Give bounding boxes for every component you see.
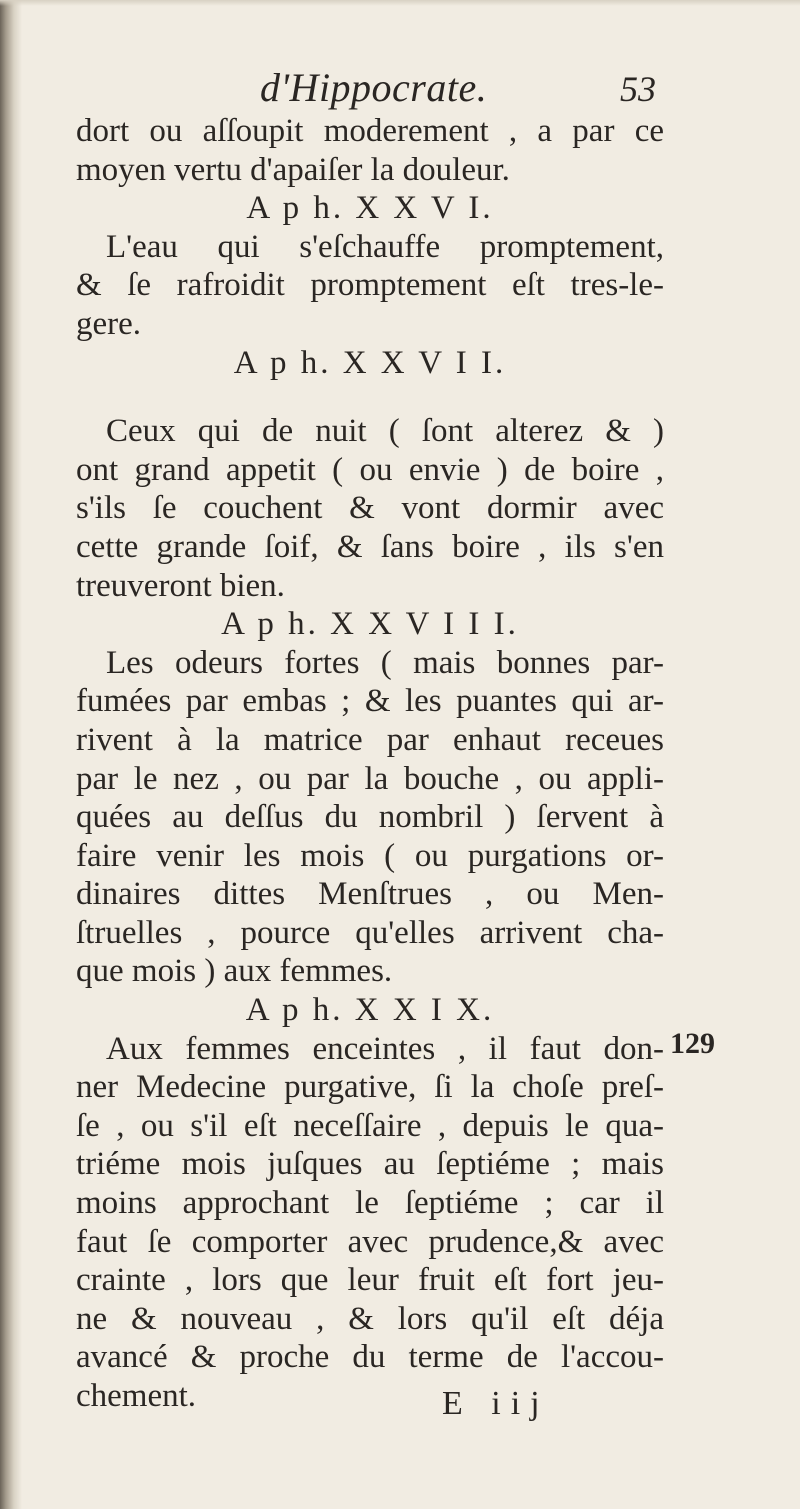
- text-line: moins approchant le ſeptiéme ; car il: [76, 1185, 664, 1222]
- signature-mark: E iij: [442, 1385, 550, 1422]
- page-header: [0, 64, 800, 114]
- text-line: cette grande ſoif, & ſans boire , ils s'en: [76, 528, 664, 565]
- text-line: treuveront bien.: [76, 567, 285, 604]
- text-line: par le nez , ou par la bouche , ou appli-: [76, 760, 664, 797]
- aphorism-heading-28: A p h. X X V I I I.: [221, 606, 519, 643]
- text-line: rivent à la matrice par enhaut receues: [76, 721, 664, 758]
- text-line: Aux femmes enceintes , il faut don-: [106, 1030, 664, 1067]
- binding-shadow: [0, 0, 22, 1509]
- text-line: ner Medecine purgative, ſi la choſe preſ-: [76, 1069, 664, 1106]
- text-line: dinaires dittes Menſtrues , ou Men-: [76, 876, 664, 913]
- text-line: ſe , ou s'il eſt neceſſaire , depuis le qua-: [76, 1107, 664, 1144]
- text-line: chement.: [76, 1378, 197, 1414]
- text-line: L'eau qui s'eſchauffe promptement,: [106, 228, 664, 265]
- text-line: s'ils ſe couchent & vont dormir avec: [76, 490, 664, 527]
- page-top-edge: [0, 0, 800, 6]
- margin-note: 129: [670, 1027, 715, 1060]
- text-line: fumées par embas ; & les puantes qui ar-: [76, 683, 664, 720]
- aphorism-heading-26: A p h. X X V I.: [246, 190, 494, 227]
- text-line: dort ou aſſoupit moderement , a par ce: [76, 113, 664, 149]
- text-line: que mois ) aux femmes.: [76, 953, 393, 990]
- text-line: quées au deſſus du nombril ) ſervent à: [76, 799, 664, 836]
- text-line: crainte , lors que leur fruit eſt fort jeu-: [76, 1262, 664, 1299]
- text-line: faire venir les mois ( ou purgations or-: [76, 837, 664, 874]
- text-line: triéme mois juſques au ſeptiéme ; mais: [76, 1146, 664, 1183]
- page-number: 53: [620, 69, 656, 109]
- text-line: ne & nouveau , & lors qu'il eſt déja: [76, 1300, 664, 1337]
- body-text: [76, 112, 664, 1416]
- text-line: ont grand appetit ( ou envie ) de boire ,: [76, 451, 664, 488]
- aphorism-heading-29: A p h. X X I X.: [245, 992, 495, 1029]
- text-line: moyen vertu d'apaiſer la douleur.: [76, 151, 510, 188]
- text-line: Les odeurs fortes ( mais bonnes par-: [106, 644, 664, 681]
- text-line: Ceux qui de nuit ( ſont alterez & ): [106, 413, 664, 450]
- text-line: gere.: [76, 305, 142, 342]
- text-line: & ſe rafroidit promptement eſt tres-le-: [76, 267, 664, 304]
- aphorism-heading-27: A p h. X X V I I.: [233, 344, 507, 381]
- text-line: faut ſe comporter avec prudence,& avec: [76, 1223, 664, 1260]
- spacer: [76, 382, 664, 412]
- text-line: ſtruelles , pource qu'elles arrivent cha-: [76, 914, 664, 951]
- running-title: d'Hippocrate.: [260, 65, 488, 110]
- text-line: avancé & proche du terme de l'accou-: [76, 1339, 664, 1376]
